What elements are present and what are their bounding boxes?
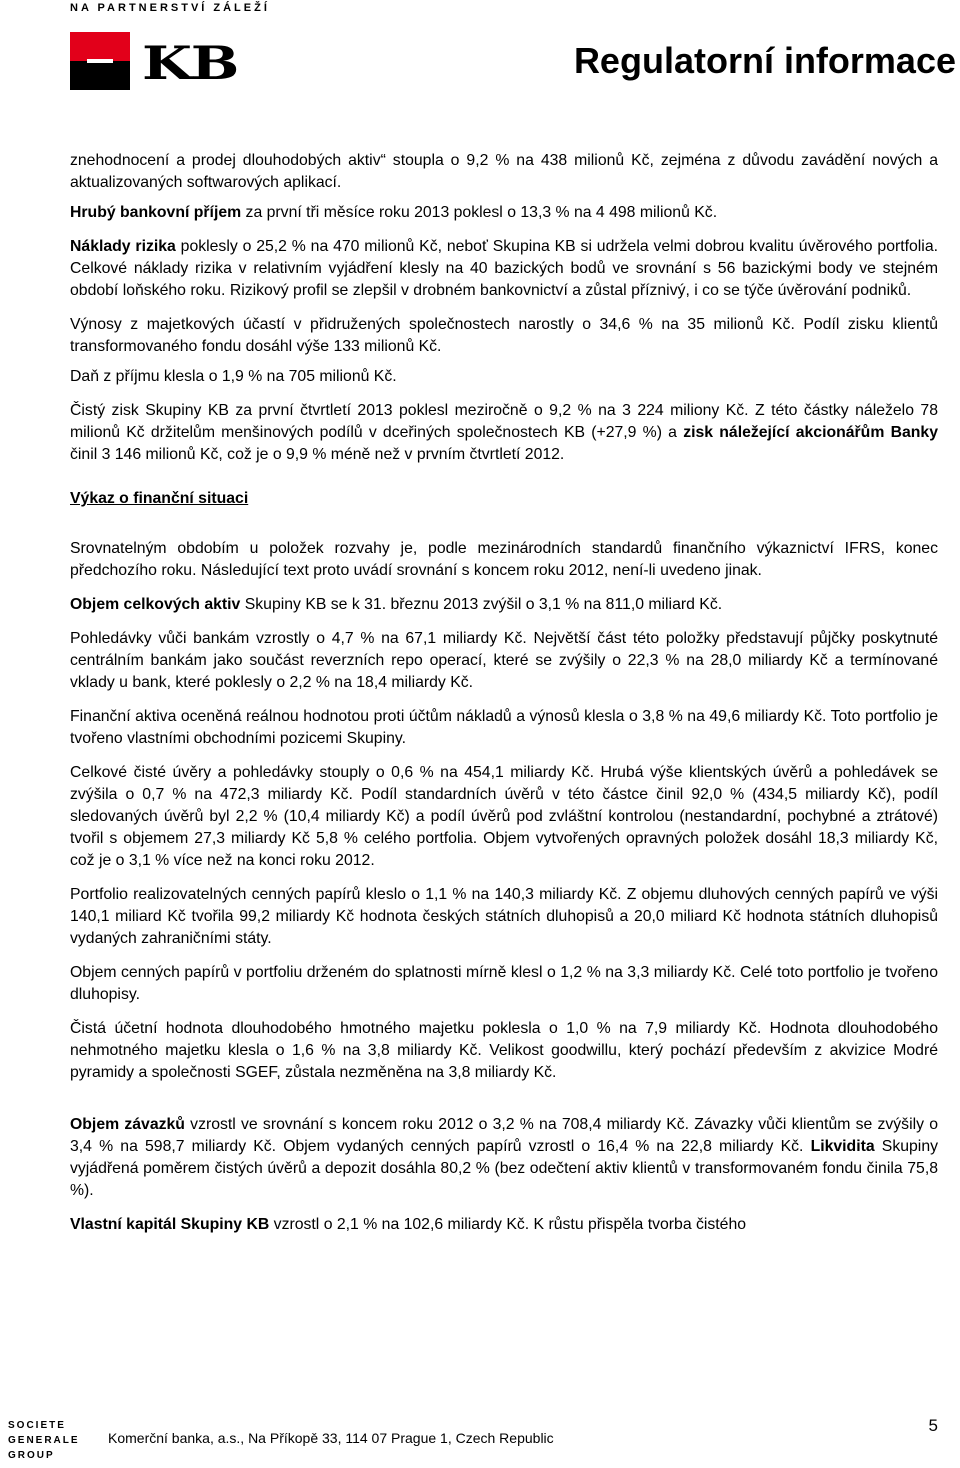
logo-red-block xyxy=(70,32,130,61)
paragraph: Vlastní kapitál Skupiny KB vzrostl o 2,1 % na 102,6 miliardy Kč. K růstu přispěla tvorba čistého xyxy=(70,1216,747,1233)
paragraph: Výnosy z majetkových účastí v přidružených společnostech narostly o 34,6 % na 35 milionů Kč. Podíl zisku klientů transformovaného fondu dosáhl výše 133 milionů Kč. xyxy=(70,316,938,355)
paragraph: Náklady rizika poklesly o 25,2 % na 470 milionů Kč, neboť Skupina KB si udržela velmi dobrou kvalitu úvěrového portfolia. Celkové náklady rizika v relativním vyjádření klesly na 40 bazických bodů ve srovnání s 56 bazickými body ve stejném období loňského roku. Rizikový profil se zlepšil v drobném bankovnictví a zůstal příznivý, i co se týče úvěrování podniků. xyxy=(70,238,938,299)
document-body xyxy=(70,150,938,1248)
section-heading: Výkaz o finanční situaci xyxy=(70,490,249,507)
page-number: 5 xyxy=(928,1416,938,1435)
paragraph: Objem cenných papírů v portfoliu drženém do splatnosti mírně klesl o 1,2 % na 3,3 miliardy Kč. Celé toto portfolio je tvořeno dluhopisy. xyxy=(70,964,938,1003)
paragraph: Objem závazků vzrostl ve srovnání s koncem roku 2012 o 3,2 % na 708,4 miliardy Kč. Závazky vůči klientům se zvýšily o 3,4 % na 598,7 miliardy Kč. Objem vydaných cenných papírů vzrostl o 16,4 % na 22,8 miliardy Kč. Likvidita Skupiny vyjádřená poměrem čistých úvěrů a depozit dosáhla 80,2 % (bez odečtení aktiv klientů v transformovaném fondu činila 75,8 %). xyxy=(70,1116,938,1199)
paragraph: Hrubý bankovní příjem za první tři měsíce roku 2013 poklesl o 13,3 % na 4 498 milionů Kč. xyxy=(70,204,718,221)
logo-white-bar xyxy=(87,59,113,63)
paragraph: znehodnocení a prodej dlouhodobých aktiv“ stoupla o 9,2 % na 438 milionů Kč, zejména z důvodu zavádění nových a aktualizovaných softwarových aplikací. xyxy=(70,152,938,191)
sg-line: GENERALE xyxy=(8,1435,80,1446)
paragraph: Objem celkových aktiv Skupiny KB se k 31. březnu 2013 zvýšil o 3,1 % na 811,0 miliard Kč. xyxy=(70,596,723,613)
paragraph: Čistý zisk Skupiny KB za první čtvrtletí 2013 poklesl meziročně o 9,2 % na 3 224 miliony Kč. Z této částky náleželo 78 milionů Kč držitelům menšinových podílů v dceřiných společnostech KB (+27,9 %) a zisk náležející akcionářům Banky činil 3 146 milionů Kč, což je o 9,9 % méně než v prvním čtvrtletí 2012. xyxy=(70,402,939,463)
paragraph: Daň z příjmu klesla o 1,9 % na 705 milionů Kč. xyxy=(70,368,397,385)
paragraph: Pohledávky vůči bankám vzrostly o 4,7 % na 67,1 miliardy Kč. Největší část této položky představují půjčky poskytnuté centrálním bankám jako součást reverzních repo operací, které se zvýšily o 22,3 % na 28,0 miliardy Kč a termínované vklady u bank, které poklesly o 2,2 % na 18,4 miliardy Kč. xyxy=(70,630,938,691)
logo-text: KB xyxy=(142,36,239,90)
tagline: NA PARTNERSTVÍ ZÁLEŽÍ xyxy=(70,2,270,14)
footer-address: Komerční banka, a.s., Na Příkopě 33, 114 07 Prague 1, Czech Republic xyxy=(108,1430,554,1446)
paragraph: Čistá účetní hodnota dlouhodobého hmotného majetku poklesla o 1,0 % na 7,9 miliardy Kč. Hodnota dlouhodobého nehmotného majetku klesla o 1,6 % na 3,8 miliardy Kč. Velikost goodwillu, který pochází především z akvizice Modré pyramidy a společnosti SGEF, zůstala nezměněna na 3,8 miliardy Kč. xyxy=(70,1020,938,1081)
sg-line: SOCIETE xyxy=(8,1420,66,1431)
sg-line: GROUP xyxy=(8,1450,55,1461)
page-title: Regulatorní informace xyxy=(573,40,956,81)
kb-logo xyxy=(70,32,250,90)
paragraph: Finanční aktiva oceněná reálnou hodnotou proti účtům nákladů a výnosů klesla o 3,8 % na 49,6 miliardy Kč. Toto portfolio je tvořeno vlastními obchodními pozicemi Skupiny. xyxy=(70,708,938,747)
paragraph: Portfolio realizovatelných cenných papírů kleslo o 1,1 % na 140,3 miliardy Kč. Z objemu dluhových cenných papírů ve výši 140,1 miliard Kč tvořila 99,2 miliardy Kč hodnota českých státních dluhopisů a 20,0 miliard Kč hodnota státních dluhopisů vydaných zahraničními státy. xyxy=(70,886,938,947)
paragraph: Srovnatelným obdobím u položek rozvahy je, podle mezinárodních standardů finančního výkaznictví IFRS, konec předchozího roku. Následující text proto uvádí srovnání s koncem roku 2012, není-li uvedeno jinak. xyxy=(70,540,938,579)
paragraph: Celkové čisté úvěry a pohledávky stouply o 0,6 % na 454,1 miliardy Kč. Hrubá výše klientských úvěrů a pohledávek se zvýšila o 0,7 % na 472,3 miliardy Kč. Podíl standardních úvěrů v této částce činil 92,0 % (434,5 miliardy Kč), podíl sledovaných úvěrů byl 2,2 % (10,4 miliardy Kč) a podíl úvěrů pod zvláštní kontrolou (nestandardní, pochybné a ztrátové) tvořil s objemem 27,3 miliardy Kč 5,8 % celého portfolia. Objem vytvořených opravných položek dosáhl 18,3 miliardy Kč, což je o 3,1 % více než na konci roku 2012. xyxy=(70,764,938,869)
logo-black-block xyxy=(70,61,130,90)
societe-generale-logo xyxy=(8,1418,80,1463)
